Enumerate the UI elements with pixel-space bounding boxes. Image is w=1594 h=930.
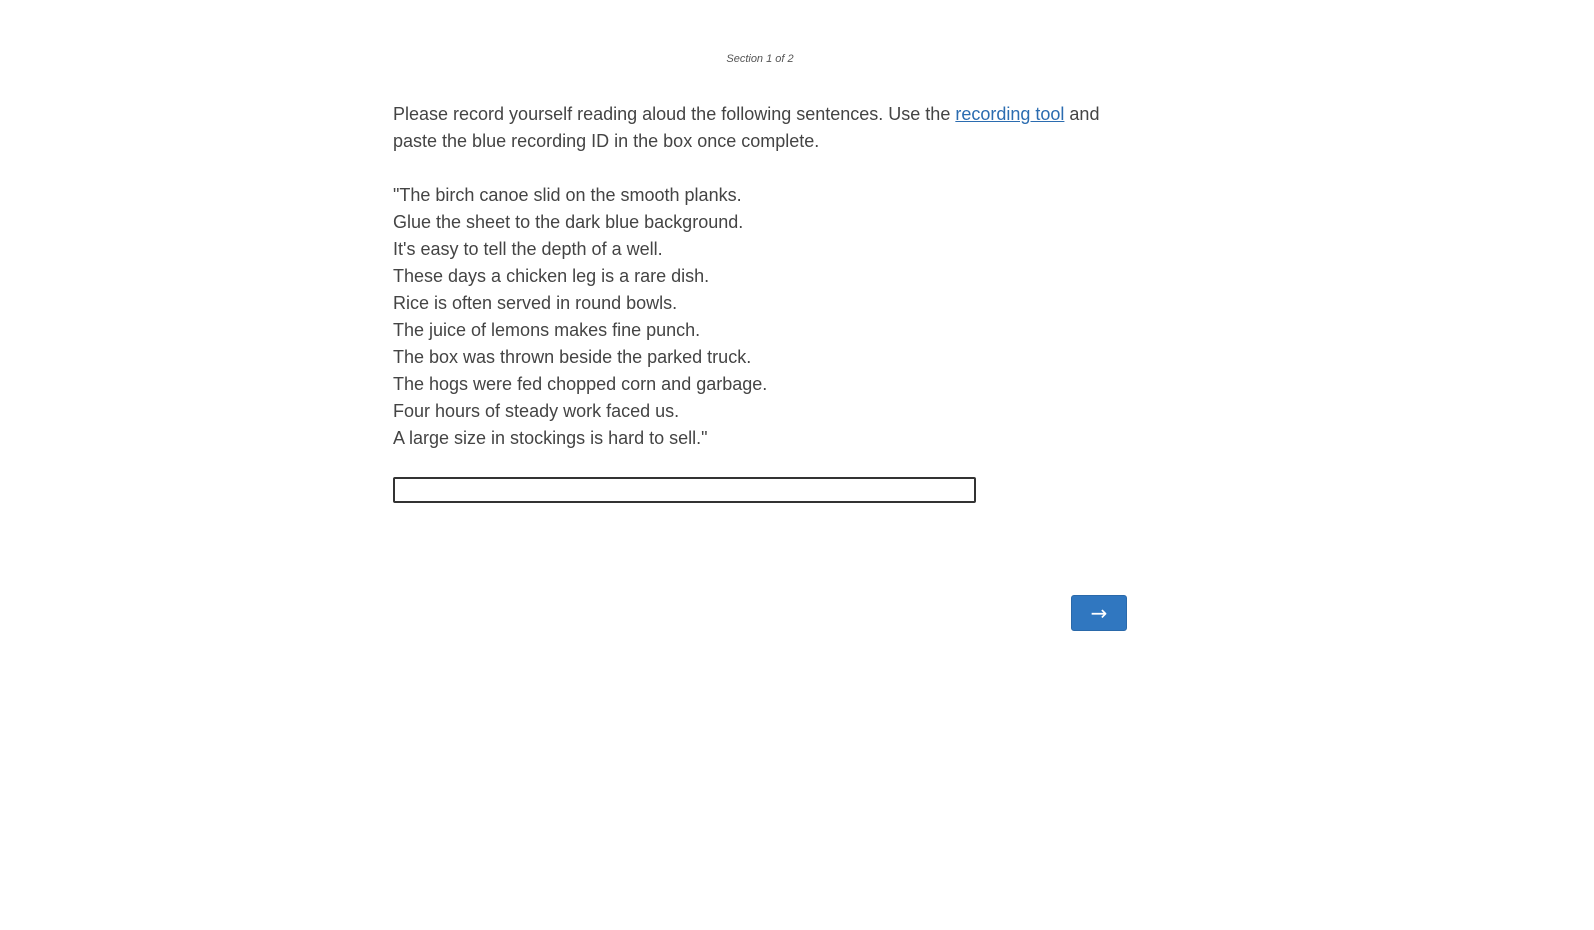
arrow-right-icon: →: [1090, 601, 1108, 625]
instructions-after-link: and paste the blue recording ID in the box once complete.: [393, 104, 1100, 151]
sentence-line: Glue the sheet to the dark blue background.: [393, 212, 744, 232]
recording-id-input[interactable]: [393, 477, 976, 503]
sentence-line: "The birch canoe slid on the smooth planks.: [393, 185, 742, 205]
sentence-line: Four hours of steady work faced us.: [393, 401, 680, 421]
section-progress-label: Section 1 of 2: [726, 53, 794, 65]
sentence-line: The box was thrown beside the parked truck.: [393, 347, 752, 367]
next-button[interactable]: [1071, 595, 1127, 631]
sentence-line: The juice of lemons makes fine punch.: [393, 320, 701, 340]
instructions-text: [393, 101, 1133, 155]
sentence-line: A large size in stockings is hard to sell.": [393, 428, 708, 448]
sentence-line: Rice is often served in round bowls.: [393, 293, 678, 313]
question-body: [393, 101, 1133, 452]
sentence-line: The hogs were fed chopped corn and garbage.: [393, 374, 768, 394]
sentence-line: These days a chicken leg is a rare dish.: [393, 266, 710, 286]
recording-tool-link[interactable]: recording tool: [955, 104, 1065, 124]
sentence-line: It's easy to tell the depth of a well.: [393, 239, 663, 259]
instructions-before-link: Please record yourself reading aloud the following sentences. Use the: [393, 104, 956, 124]
sentence-list: [393, 182, 1133, 452]
